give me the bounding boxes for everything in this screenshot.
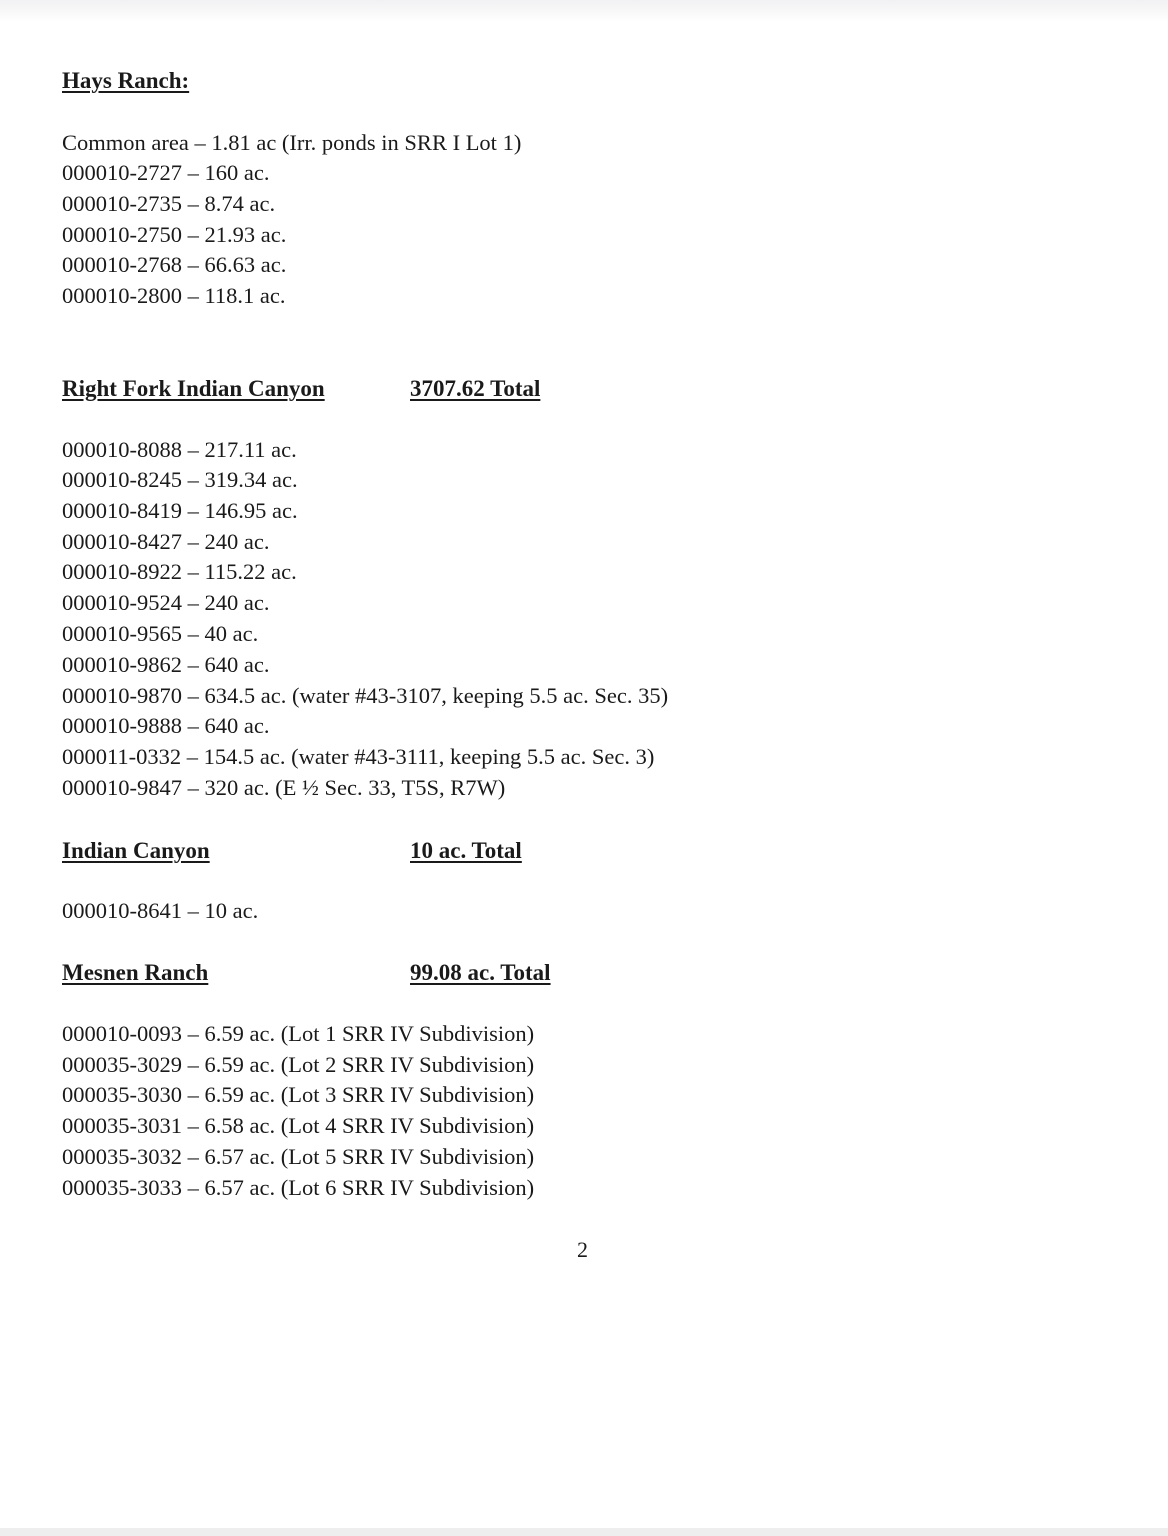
right-fork-indian-canyon-heading: Right Fork Indian Canyon [62,376,325,401]
right-fork-item: 000010-8922 – 115.22 ac. [62,559,297,584]
right-fork-item: 000010-8419 – 146.95 ac. [62,498,298,523]
mesnen-ranch-item: 000035-3032 – 6.57 ac. (Lot 5 SRR IV Subdivision) [62,1144,535,1169]
mesnen-ranch-item: 000010-0093 – 6.59 ac. (Lot 1 SRR IV Subdivision) [62,1021,535,1046]
right-fork-item: 000010-8088 – 217.11 ac. [62,437,297,462]
bottom-edge-shadow [0,1528,1168,1536]
hays-ranch-item: 000010-2768 – 66.63 ac. [62,252,287,277]
mesnen-ranch-item: 000035-3029 – 6.59 ac. (Lot 2 SRR IV Subdivision) [62,1052,535,1077]
right-fork-item: 000010-9847 – 320 ac. (E ½ Sec. 33, T5S, R7W) [62,775,506,800]
hays-ranch-item: 000010-2750 – 21.93 ac. [62,222,287,247]
hays-ranch-item: 000010-2800 – 118.1 ac. [62,283,286,308]
right-fork-item: 000010-9524 – 240 ac. [62,590,270,615]
mesnen-ranch-item: 000035-3031 – 6.58 ac. (Lot 4 SRR IV Subdivision) [62,1113,535,1138]
right-fork-item: 000010-9862 – 640 ac. [62,652,270,677]
hays-ranch-item: Common area – 1.81 ac (Irr. ponds in SRR I Lot 1) [62,130,522,155]
mesnen-ranch-total: 99.08 ac. Total [410,960,551,985]
hays-ranch-item: 000010-2727 – 160 ac. [62,160,270,185]
indian-canyon-heading: Indian Canyon [62,838,210,863]
page-number: 2 [577,1237,588,1262]
right-fork-item: 000010-9565 – 40 ac. [62,621,259,646]
right-fork-item: 000011-0332 – 154.5 ac. (water #43-3111, keeping 5.5 ac. Sec. 3) [62,744,655,769]
mesnen-ranch-item: 000035-3030 – 6.59 ac. (Lot 3 SRR IV Subdivision) [62,1082,535,1107]
mesnen-ranch-item: 000035-3033 – 6.57 ac. (Lot 6 SRR IV Subdivision) [62,1175,535,1200]
indian-canyon-item: 000010-8641 – 10 ac. [62,898,259,923]
indian-canyon-total: 10 ac. Total [410,838,522,863]
right-fork-item: 000010-9888 – 640 ac. [62,713,270,738]
right-fork-item: 000010-8427 – 240 ac. [62,529,270,554]
right-fork-item: 000010-8245 – 319.34 ac. [62,467,298,492]
mesnen-ranch-heading: Mesnen Ranch [62,960,209,985]
hays-ranch-item: 000010-2735 – 8.74 ac. [62,191,276,216]
hays-ranch-heading: Hays Ranch: [62,68,190,93]
right-fork-indian-canyon-total: 3707.62 Total [410,376,541,401]
right-fork-item: 000010-9870 – 634.5 ac. (water #43-3107, keeping 5.5 ac. Sec. 35) [62,683,669,708]
